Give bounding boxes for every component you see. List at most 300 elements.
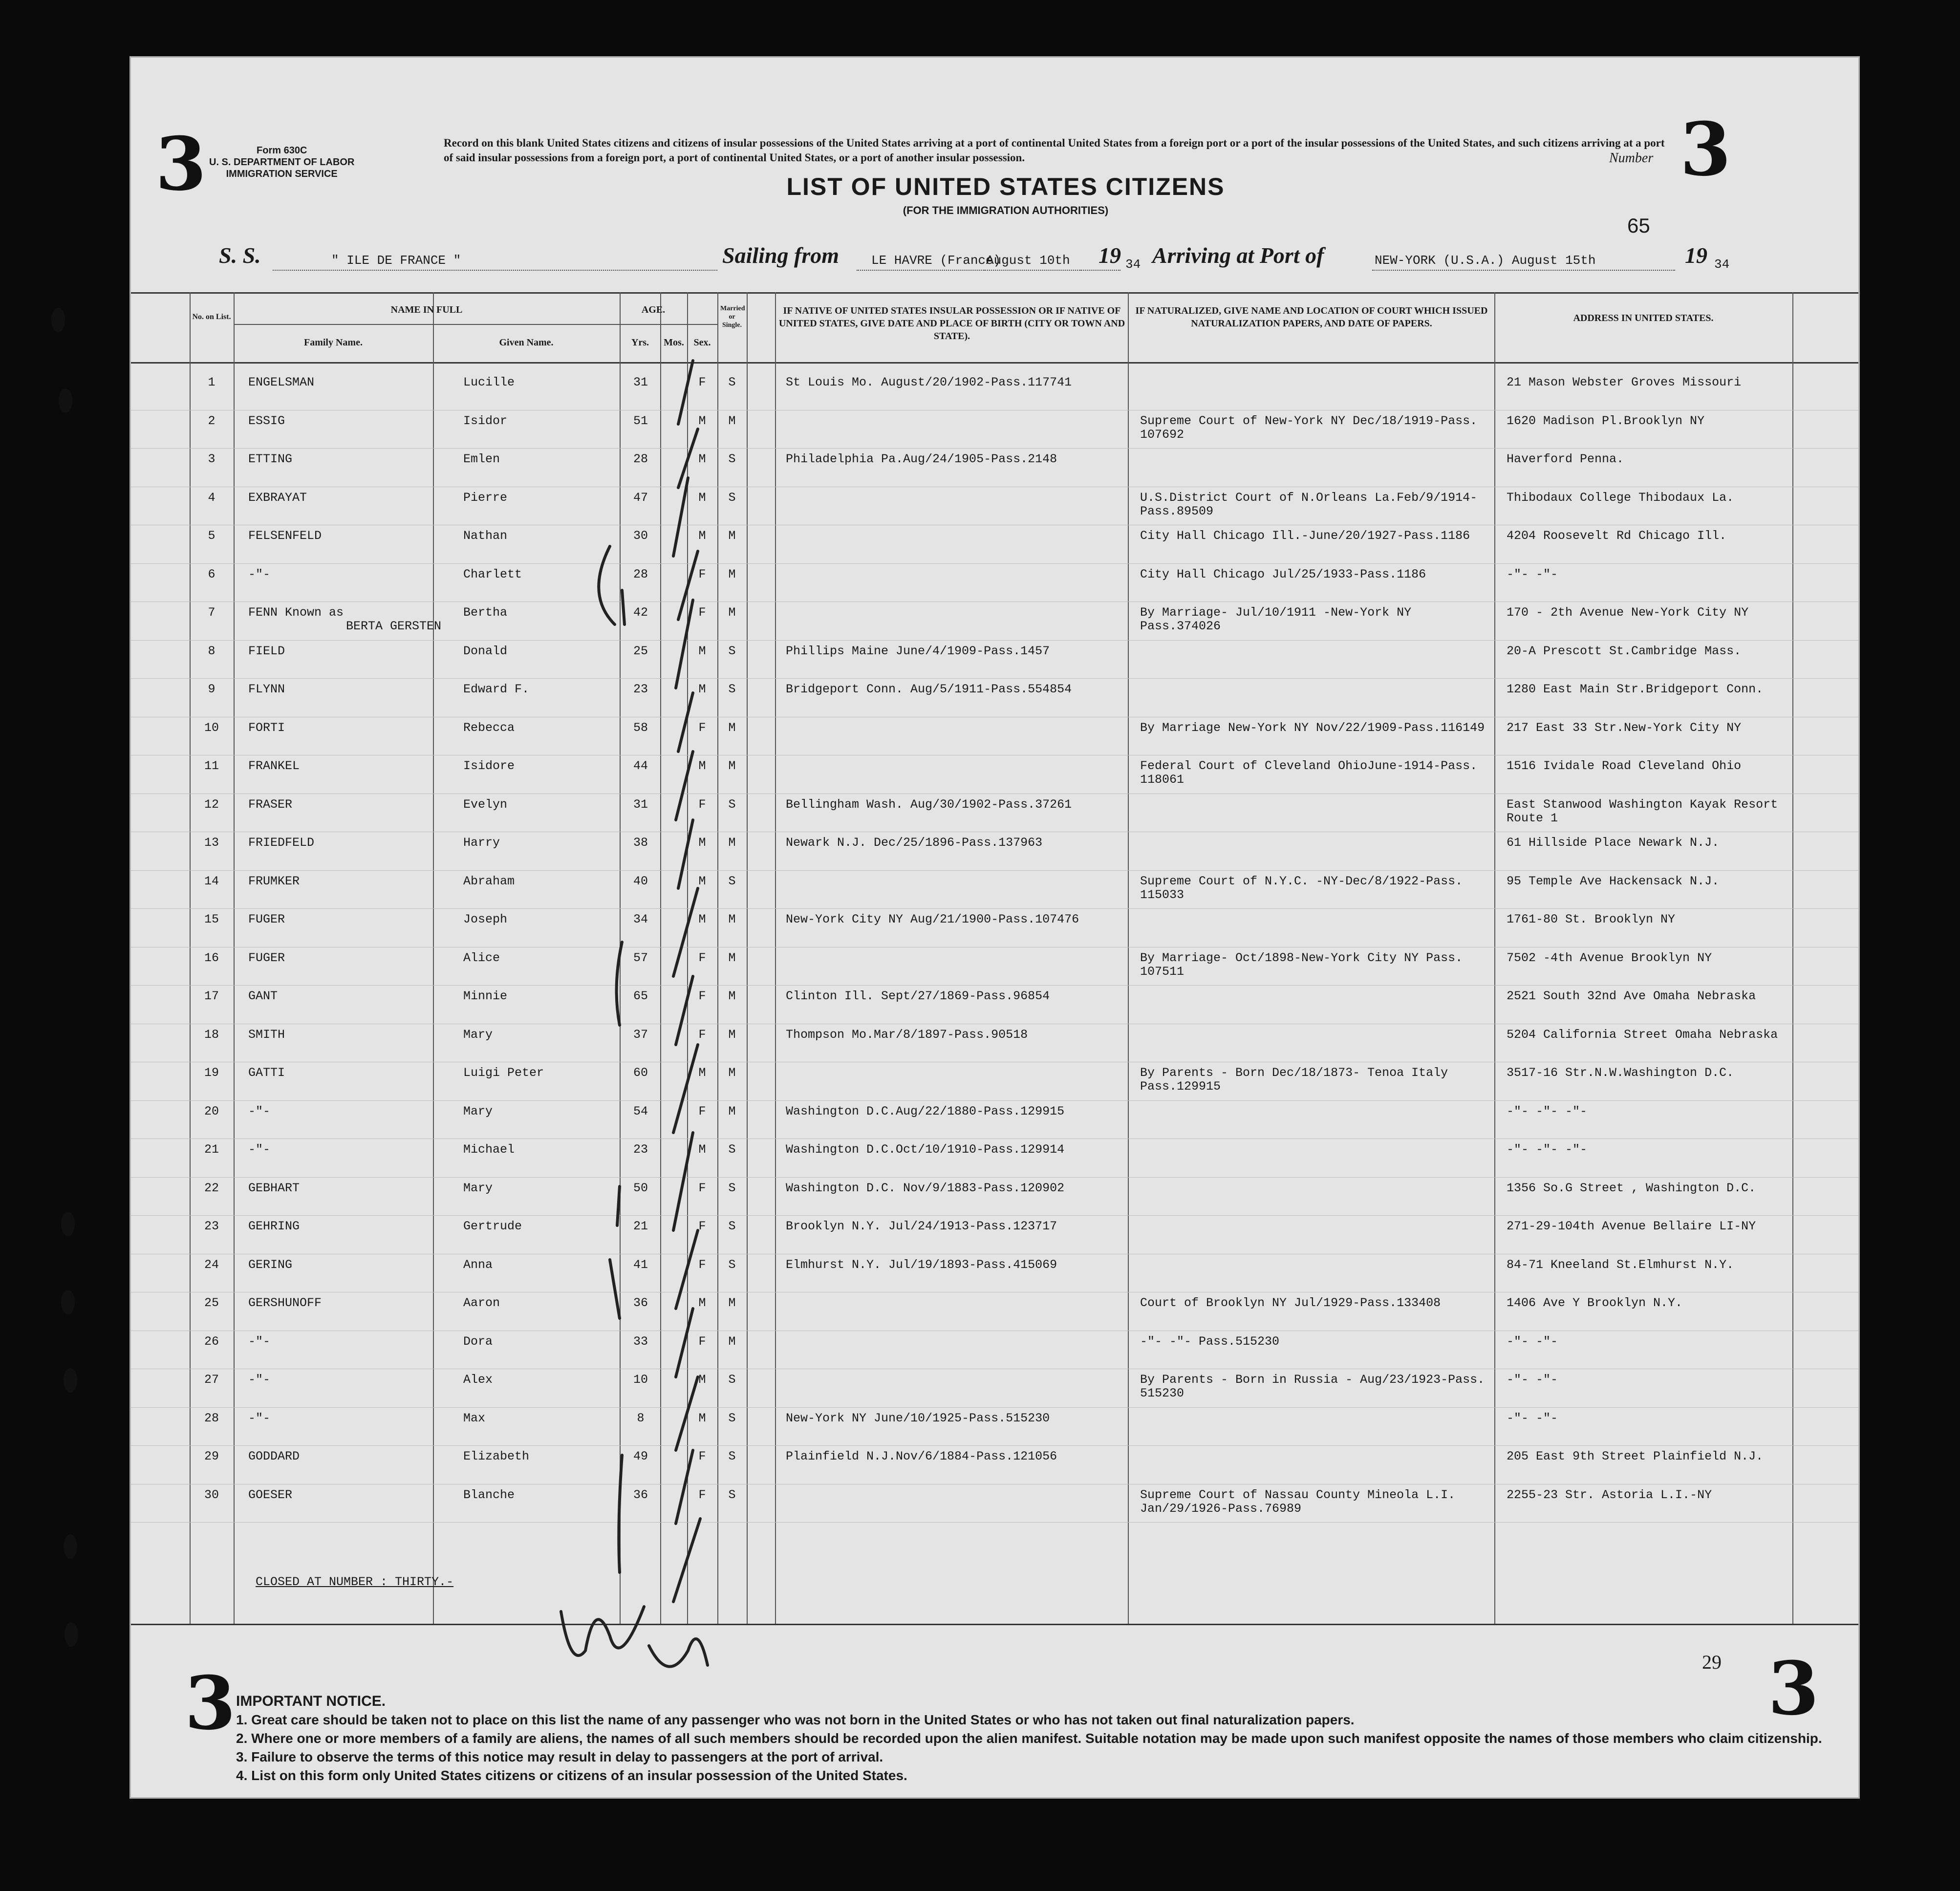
cell-age: 40 — [633, 874, 648, 888]
notice-heading: IMPORTANT NOTICE. — [236, 1693, 386, 1709]
cell-nat1: Supreme Court of Nassau County Mineola L.I. — [1140, 1487, 1456, 1502]
cell-given: Lucille — [463, 375, 515, 389]
binder-hole — [64, 1534, 77, 1559]
cell-family: FENN Known as — [248, 605, 344, 620]
cell-sex: F — [698, 1104, 706, 1118]
cell-age: 47 — [633, 490, 648, 505]
cell-no: 5 — [208, 529, 215, 543]
cell-given: Joseph — [463, 912, 508, 926]
cell-given: Anna — [463, 1257, 493, 1272]
cell-addr1: 95 Temple Ave Hackensack N.J. — [1507, 874, 1720, 888]
cell-age: 23 — [633, 1142, 648, 1157]
cell-age: 42 — [633, 605, 648, 620]
corner-mark-bottom-right: 3 — [1768, 1646, 1819, 1732]
cell-nat2: 115033 — [1140, 887, 1185, 902]
page-subtitle: (FOR THE IMMIGRATION AUTHORITIES) — [903, 204, 1109, 216]
cell-family: GEBHART — [248, 1181, 300, 1195]
header-address: ADDRESS IN UNITED STATES. — [1573, 313, 1714, 323]
cell-family: ETTING — [248, 452, 293, 466]
cell-birth: Washington D.C.Oct/10/1910-Pass.129914 — [786, 1142, 1065, 1157]
cell-family: EXBRAYAT — [248, 490, 307, 505]
cell-ms: M — [728, 1104, 736, 1118]
cell-no: 29 — [204, 1449, 219, 1463]
cell-family: FORTI — [248, 720, 285, 735]
cell-birth: Newark N.J. Dec/25/1896-Pass.137963 — [786, 836, 1043, 850]
ss-label: S. S. — [219, 243, 261, 268]
cell-family: ESSIG — [248, 413, 285, 428]
port-to: NEW-YORK (U.S.A.) August 15th — [1375, 253, 1596, 268]
cell-age: 23 — [633, 682, 648, 696]
header-name-in-full: NAME IN FULL — [390, 304, 463, 315]
cell-birth: Washington D.C. Nov/9/1883-Pass.120902 — [786, 1181, 1065, 1195]
cell-given: Gertrude — [463, 1219, 522, 1233]
cell-age: 37 — [633, 1027, 648, 1042]
cell-nat1: Supreme Court of N.Y.C. -NY-Dec/8/1922-Pass. — [1140, 874, 1463, 888]
cell-family: ENGELSMAN — [248, 375, 315, 389]
cell-addr1: 271-29-104th Avenue Bellaire LI-NY — [1507, 1219, 1756, 1233]
cell-age: 31 — [633, 797, 648, 812]
cell-age: 30 — [633, 529, 648, 543]
header-birth-place: IF NATIVE OF UNITED STATES INSULAR POSSESSION OR IF NATIVE OF UNITED STATES, GIVE DATE AND PLACE OF BIRTH (CITY OR TOWN AND STATE). — [778, 305, 1125, 342]
cell-family: FUGER — [248, 912, 285, 926]
cell-addr1: 84-71 Kneeland St.Elmhurst N.Y. — [1507, 1257, 1734, 1272]
date-from: August 10th — [986, 253, 1070, 268]
cell-family2: BERTA GERSTEN — [346, 619, 442, 633]
header-age: AGE. — [641, 304, 666, 315]
cell-family: FRASER — [248, 797, 293, 812]
header-sex: Sex. — [693, 337, 711, 348]
cell-no: 1 — [208, 375, 215, 389]
cell-no: 27 — [204, 1373, 219, 1387]
page-number: 29 — [1702, 1651, 1722, 1673]
cell-given: Minnie — [463, 989, 508, 1003]
binder-hole — [61, 1290, 75, 1314]
year-to: 34 — [1714, 257, 1730, 272]
cell-family: SMITH — [248, 1027, 285, 1042]
cell-addr2: Route 1 — [1507, 811, 1558, 825]
notice-item: 4. List on this form only United States citizens or citizens of an insular possession of the United States. — [236, 1768, 907, 1783]
page-title: LIST OF UNITED STATES CITIZENS — [786, 173, 1225, 200]
cell-given: Isidor — [463, 413, 508, 428]
cell-sex: F — [698, 1181, 706, 1195]
cell-ms: S — [728, 1487, 736, 1502]
cell-sex: F — [698, 1487, 706, 1502]
cell-ms: M — [728, 413, 736, 428]
cell-birth: Thompson Mo.Mar/8/1897-Pass.90518 — [786, 1027, 1028, 1042]
year-prefix: 19 — [1098, 243, 1121, 268]
binder-hole — [51, 308, 65, 332]
number-label: Number — [1609, 150, 1654, 166]
cell-birth: Philadelphia Pa.Aug/24/1905-Pass.2148 — [786, 452, 1057, 466]
cell-no: 21 — [204, 1142, 219, 1157]
cell-age: 33 — [633, 1334, 648, 1349]
cell-sex: M — [698, 874, 706, 888]
cell-family: -"- — [248, 1104, 271, 1118]
cell-no: 23 — [204, 1219, 219, 1233]
cell-birth: Plainfield N.J.Nov/6/1884-Pass.121056 — [786, 1449, 1057, 1463]
cell-ms: S — [728, 682, 736, 696]
cell-family: FRUMKER — [248, 874, 300, 888]
cell-family: GOESER — [248, 1487, 293, 1502]
cell-ms: S — [728, 1373, 736, 1387]
cell-age: 49 — [633, 1449, 648, 1463]
cell-no: 25 — [204, 1296, 219, 1310]
cell-addr1: -"- -"- -"- — [1507, 1142, 1588, 1157]
cell-age: 65 — [633, 989, 648, 1003]
cell-addr1: Haverford Penna. — [1507, 452, 1624, 466]
cell-addr1: Thibodaux College Thibodaux La. — [1507, 490, 1734, 505]
cell-given: Mary — [463, 1027, 493, 1042]
cell-addr1: 170 - 2th Avenue New-York City NY — [1507, 605, 1749, 620]
cell-given: Blanche — [463, 1487, 515, 1502]
cell-sex: M — [698, 1066, 706, 1080]
cell-no: 17 — [204, 989, 219, 1003]
cell-age: 36 — [633, 1296, 648, 1310]
cell-given: Michael — [463, 1142, 515, 1157]
notice-item: 1. Great care should be taken not to place on this list the name of any passenger who was not born in the United States or who has not taken out final naturalization papers. — [236, 1712, 1355, 1727]
arriving-label: Arriving at Port of — [1152, 243, 1324, 268]
cell-given: Pierre — [463, 490, 508, 505]
cell-age: 28 — [633, 452, 648, 466]
cell-addr1: -"- -"- — [1507, 1411, 1558, 1425]
cell-nat1: Supreme Court of New-York NY Dec/18/1919-Pass. — [1140, 413, 1478, 428]
cell-family: GERING — [248, 1257, 293, 1272]
cell-no: 15 — [204, 912, 219, 926]
list-number: 3 — [1680, 107, 1731, 193]
cell-birth: Washington D.C.Aug/22/1880-Pass.129915 — [786, 1104, 1065, 1118]
cell-addr1: 2521 South 32nd Ave Omaha Nebraska — [1507, 989, 1756, 1003]
cell-sex: M — [698, 1411, 706, 1425]
cell-nat1: By Marriage New-York NY Nov/22/1909-Pass.116149 — [1140, 720, 1485, 735]
cell-ms: M — [728, 605, 736, 620]
cell-no: 13 — [204, 836, 219, 850]
cell-nat1: By Marriage- Jul/10/1911 -New-York NY — [1140, 605, 1412, 620]
cell-given: Edward F. — [463, 682, 530, 696]
cell-ms: M — [728, 950, 736, 965]
cell-ms: S — [728, 1257, 736, 1272]
cell-addr1: 1516 Ividale Road Cleveland Ohio — [1507, 759, 1742, 773]
cell-no: 28 — [204, 1411, 219, 1425]
cell-age: 38 — [633, 836, 648, 850]
cell-addr1: 205 East 9th Street Plainfield N.J. — [1507, 1449, 1764, 1463]
cell-addr1: -"- -"- — [1507, 567, 1558, 581]
cell-no: 26 — [204, 1334, 219, 1349]
cell-ms: M — [728, 567, 736, 581]
cell-addr1: 3517-16 Str.N.W.Washington D.C. — [1507, 1066, 1734, 1080]
cell-addr1: 1406 Ave Y Brooklyn N.Y. — [1507, 1296, 1683, 1310]
cell-age: 36 — [633, 1487, 648, 1502]
cell-sex: F — [698, 1027, 706, 1042]
header-naturalization: IF NATURALIZED, GIVE NAME AND LOCATION OF COURT WHICH ISSUED NATURALIZATION PAPERS, AND DATE OF PAPERS. — [1135, 305, 1488, 329]
cell-addr1: East Stanwood Washington Kayak Resort — [1507, 797, 1778, 812]
cell-addr1: 7502 -4th Avenue Brooklyn NY — [1507, 950, 1712, 965]
cell-ms: M — [728, 836, 736, 850]
cell-no: 20 — [204, 1104, 219, 1118]
cell-addr1: 21 Mason Webster Groves Missouri — [1507, 375, 1742, 389]
cell-nat1: Federal Court of Cleveland OhioJune-1914-Pass. — [1140, 759, 1478, 773]
port-from: LE HAVRE (France) — [871, 253, 1001, 268]
header-family-name: Family Name. — [304, 337, 363, 348]
cell-family: FELSENFELD — [248, 529, 322, 543]
cell-sex: F — [698, 720, 706, 735]
cell-birth: New-York City NY Aug/21/1900-Pass.107476 — [786, 912, 1079, 926]
cell-addr1: -"- -"- — [1507, 1334, 1558, 1349]
cell-sex: M — [698, 912, 706, 926]
cell-ms: S — [728, 1219, 736, 1233]
cell-nat2: Pass.129915 — [1140, 1079, 1221, 1094]
cell-no: 18 — [204, 1027, 219, 1042]
cell-ms: S — [728, 375, 736, 389]
cell-sex: M — [698, 490, 706, 505]
cell-ms: S — [728, 490, 736, 505]
cell-family: GANT — [248, 989, 278, 1003]
form-identifier: Form 630C U. S. DEPARTMENT OF LABOR IMMIGRATION SERVICE — [209, 145, 355, 179]
cell-given: Isidore — [463, 759, 515, 773]
cell-family: FUGER — [248, 950, 285, 965]
cell-given: Emlen — [463, 452, 500, 466]
cell-ms: S — [728, 1181, 736, 1195]
cell-age: 50 — [633, 1181, 648, 1195]
year-prefix-2: 19 — [1685, 243, 1707, 268]
record-instructions: Record on this blank United States citizens and citizens of insular possessions of the United States arriving at a port of continental United States from a foreign port or a port of the insular possessions of the United States, and such citizens arriving at a port of said insular possessions from a foreign port, a port of continental United States, or a port of another insular possession. — [444, 137, 1665, 164]
notice-item: 3. Failure to observe the terms of this notice may result in delay to passengers at the port of arrival. — [236, 1749, 883, 1764]
cell-family: FRIEDFELD — [248, 836, 315, 850]
cell-age: 54 — [633, 1104, 648, 1118]
cell-ms: M — [728, 529, 736, 543]
header-no: No. on List. — [192, 313, 231, 321]
cell-sex: M — [698, 413, 706, 428]
cell-given: Max — [463, 1411, 486, 1425]
cell-given: Luigi Peter — [463, 1066, 544, 1080]
cell-nat2: 118061 — [1140, 773, 1185, 787]
cell-sex: F — [698, 1449, 706, 1463]
cell-given: Alice — [463, 950, 500, 965]
cell-nat2: Jan/29/1926-Pass.76989 — [1140, 1501, 1302, 1516]
cell-addr1: 2255-23 Str. Astoria L.I.-NY — [1507, 1487, 1712, 1502]
cell-family: GODDARD — [248, 1449, 300, 1463]
cell-no: 6 — [208, 567, 215, 581]
cell-sex: M — [698, 1296, 706, 1310]
cell-ms: S — [728, 797, 736, 812]
cell-birth: St Louis Mo. August/20/1902-Pass.117741 — [786, 375, 1072, 389]
cell-given: Mary — [463, 1104, 493, 1118]
cell-nat1: City Hall Chicago Ill.-June/20/1927-Pass.1186 — [1140, 529, 1470, 543]
cell-no: 7 — [208, 605, 215, 620]
cell-sex: F — [698, 1334, 706, 1349]
binder-hole — [61, 1212, 75, 1236]
cell-sex: F — [698, 375, 706, 389]
cell-age: 34 — [633, 912, 648, 926]
corner-mark-top-left: 3 — [155, 121, 207, 207]
cell-ms: M — [728, 720, 736, 735]
header-years: Yrs. — [631, 337, 649, 348]
cell-given: Donald — [463, 644, 508, 658]
cell-age: 8 — [637, 1411, 645, 1425]
cell-sex: M — [698, 644, 706, 658]
cell-no: 10 — [204, 720, 219, 735]
cell-ms: S — [728, 1449, 736, 1463]
cell-nat1: -"- -"- Pass.515230 — [1140, 1334, 1280, 1349]
cell-age: 10 — [633, 1373, 648, 1387]
cell-age: 44 — [633, 759, 648, 773]
cell-addr1: -"- -"- — [1507, 1373, 1558, 1387]
cell-given: Charlett — [463, 567, 522, 581]
cell-nat2: Pass.374026 — [1140, 619, 1221, 633]
ship-name: " ILE DE FRANCE " — [331, 253, 461, 268]
cell-sex: M — [698, 1373, 706, 1387]
cell-given: Harry — [463, 836, 500, 850]
cell-sex: F — [698, 605, 706, 620]
cell-age: 41 — [633, 1257, 648, 1272]
binder-hole — [64, 1368, 77, 1393]
cell-family: -"- — [248, 567, 271, 581]
cell-nat1: By Marriage- Oct/1898-New-York City NY Pass. — [1140, 950, 1463, 965]
cell-sex: M — [698, 452, 706, 466]
cell-no: 19 — [204, 1066, 219, 1080]
cell-no: 16 — [204, 950, 219, 965]
sailing-label: Sailing from — [722, 243, 840, 268]
cell-sex: F — [698, 1257, 706, 1272]
cell-sex: M — [698, 529, 706, 543]
cell-nat1: By Parents - Born in Russia - Aug/23/1923-Pass. — [1140, 1373, 1485, 1387]
cell-ms: M — [728, 1066, 736, 1080]
cell-given: Dora — [463, 1334, 493, 1349]
notice-item: 2. Where one or more members of a family are aliens, the names of all such members should be recorded upon the alien manifest. Suitable notation may be made upon such manifest opposite the names of those members who claim citizenship. — [236, 1731, 1822, 1746]
cell-family: -"- — [248, 1142, 271, 1157]
cell-birth: Elmhurst N.Y. Jul/19/1893-Pass.415069 — [786, 1257, 1057, 1272]
cell-addr1: 1280 East Main Str.Bridgeport Conn. — [1507, 682, 1764, 696]
cell-nat1: City Hall Chicago Jul/25/1933-Pass.1186 — [1140, 567, 1426, 581]
corner-mark-bottom-left: 3 — [185, 1660, 236, 1746]
cell-no: 3 — [208, 452, 215, 466]
cell-ms: M — [728, 912, 736, 926]
cell-sex: F — [698, 1219, 706, 1233]
cell-given: Mary — [463, 1181, 493, 1195]
cell-nat2: 515230 — [1140, 1386, 1185, 1400]
cell-nat2: Pass.89509 — [1140, 504, 1214, 518]
binder-hole — [59, 388, 72, 413]
manifest-sheet — [129, 56, 1860, 1799]
cell-sex: M — [698, 759, 706, 773]
cell-family: FRANKEL — [248, 759, 300, 773]
cell-no: 14 — [204, 874, 219, 888]
cell-given: Aaron — [463, 1296, 500, 1310]
cell-given: Bertha — [463, 605, 508, 620]
cell-age: 58 — [633, 720, 648, 735]
cell-no: 4 — [208, 490, 215, 505]
cell-given: Nathan — [463, 529, 508, 543]
cell-age: 31 — [633, 375, 648, 389]
cell-birth: Brooklyn N.Y. Jul/24/1913-Pass.123717 — [786, 1219, 1057, 1233]
cell-given: Elizabeth — [463, 1449, 530, 1463]
cell-family: FIELD — [248, 644, 285, 658]
header-given-name: Given Name. — [499, 337, 554, 348]
cell-addr1: 1620 Madison Pl.Brooklyn NY — [1507, 413, 1705, 428]
cell-ms: S — [728, 1411, 736, 1425]
important-notice — [236, 1692, 1829, 1785]
cell-ms: S — [728, 644, 736, 658]
cell-no: 2 — [208, 413, 215, 428]
cell-given: Abraham — [463, 874, 515, 888]
cell-ms: M — [728, 1027, 736, 1042]
cell-birth: New-York NY June/10/1925-Pass.515230 — [786, 1411, 1050, 1425]
cell-sex: F — [698, 950, 706, 965]
cell-addr1: 5204 California Street Omaha Nebraska — [1507, 1027, 1778, 1042]
cell-no: 9 — [208, 682, 215, 696]
cell-no: 8 — [208, 644, 215, 658]
cell-ms: M — [728, 759, 736, 773]
cell-age: 25 — [633, 644, 648, 658]
year-from: 34 — [1125, 257, 1141, 272]
cell-addr1: 1356 So.G Street , Washington D.C. — [1507, 1181, 1756, 1195]
handwritten-annotations — [131, 58, 1858, 1797]
cell-given: Alex — [463, 1373, 493, 1387]
cell-nat2: 107692 — [1140, 427, 1185, 442]
cell-age: 28 — [633, 567, 648, 581]
cell-ms: S — [728, 452, 736, 466]
cell-addr1: 20-A Prescott St.Cambridge Mass. — [1507, 644, 1742, 658]
cell-ms: M — [728, 1334, 736, 1349]
cell-birth: Bellingham Wash. Aug/30/1902-Pass.37261 — [786, 797, 1072, 812]
cell-addr1: 217 East 33 Str.New-York City NY — [1507, 720, 1742, 735]
cell-family: GATTI — [248, 1066, 285, 1080]
cell-age: 60 — [633, 1066, 648, 1080]
cell-sex: M — [698, 836, 706, 850]
cell-no: 24 — [204, 1257, 219, 1272]
cell-addr1: 4204 Roosevelt Rd Chicago Ill. — [1507, 529, 1727, 543]
cell-no: 22 — [204, 1181, 219, 1195]
cell-given: Rebecca — [463, 720, 515, 735]
cell-family: -"- — [248, 1334, 271, 1349]
cell-family: GEHRING — [248, 1219, 300, 1233]
header-months: Mos. — [664, 337, 684, 348]
header-married-single: Married or Single. — [720, 305, 745, 329]
page-stamp: 65 — [1627, 214, 1650, 237]
cell-birth: Phillips Maine June/4/1909-Pass.1457 — [786, 644, 1050, 658]
cell-age: 51 — [633, 413, 648, 428]
cell-age: 21 — [633, 1219, 648, 1233]
cell-nat1: U.S.District Court of N.Orleans La.Feb/9/1914- — [1140, 490, 1478, 505]
cell-family: GERSHUNOFF — [248, 1296, 322, 1310]
cell-birth: Clinton Ill. Sept/27/1869-Pass.96854 — [786, 989, 1050, 1003]
cell-sex: M — [698, 1142, 706, 1157]
cell-no: 12 — [204, 797, 219, 812]
cell-sex: F — [698, 567, 706, 581]
cell-ms: S — [728, 1142, 736, 1157]
cell-ms: M — [728, 989, 736, 1003]
cell-nat2: 107511 — [1140, 964, 1185, 979]
cell-given: Evelyn — [463, 797, 508, 812]
cell-family: -"- — [248, 1411, 271, 1425]
cell-age: 57 — [633, 950, 648, 965]
cell-family: -"- — [248, 1373, 271, 1387]
cell-sex: F — [698, 989, 706, 1003]
cell-addr1: 1761-80 St. Brooklyn NY — [1507, 912, 1676, 926]
closed-note: CLOSED AT NUMBER : THIRTY.- — [256, 1575, 454, 1589]
cell-no: 11 — [204, 759, 219, 773]
cell-birth: Bridgeport Conn. Aug/5/1911-Pass.554854 — [786, 682, 1072, 696]
cell-family: FLYNN — [248, 682, 285, 696]
binder-hole — [65, 1622, 78, 1647]
cell-no: 30 — [204, 1487, 219, 1502]
cell-ms: M — [728, 1296, 736, 1310]
cell-sex: F — [698, 797, 706, 812]
cell-sex: M — [698, 682, 706, 696]
cell-ms: S — [728, 874, 736, 888]
cell-addr1: -"- -"- -"- — [1507, 1104, 1588, 1118]
cell-nat1: By Parents - Born Dec/18/1873- Tenoa Italy — [1140, 1066, 1448, 1080]
cell-nat1: Court of Brooklyn NY Jul/1929-Pass.133408 — [1140, 1296, 1441, 1310]
